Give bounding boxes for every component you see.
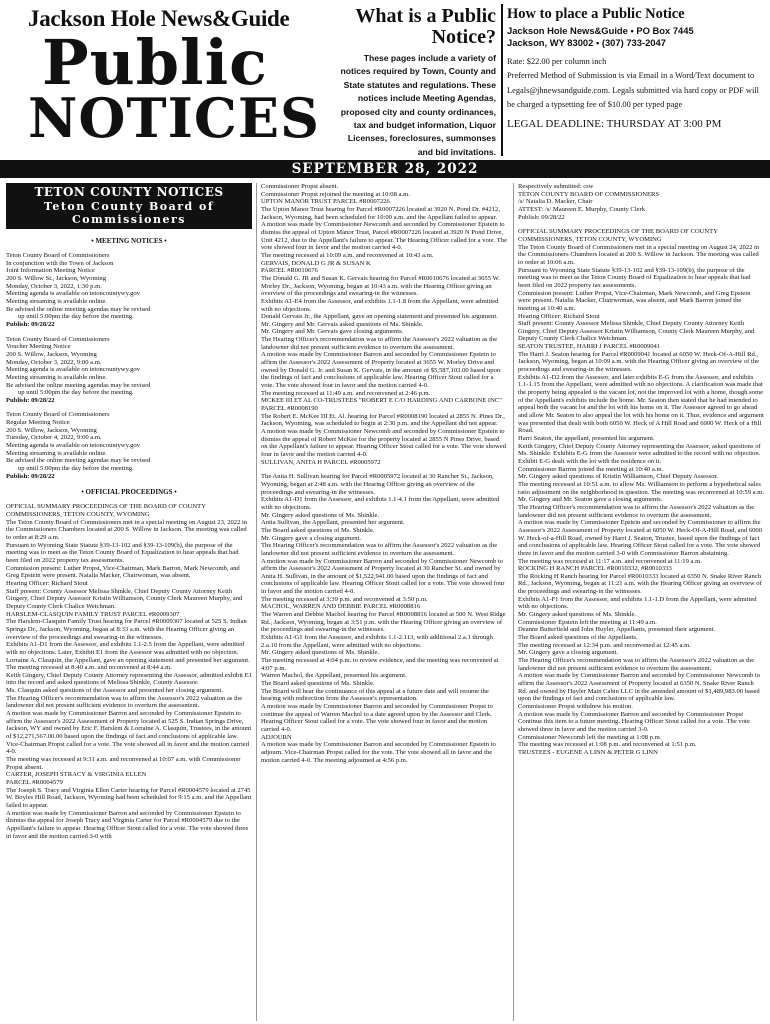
text-line: Mr. Gingery gave a closing argument. (518, 649, 619, 657)
text-line: Be advised the online meeting agendas may be revised (6, 305, 151, 313)
text-line: Be advised the online meeting agendas may be revised (6, 457, 151, 465)
text-line: The Hearing Officer's recommendation was to affirm the Assessor's 2022 valuation as the landowner did not present sufficient evidence to overturn the assessment. (518, 657, 755, 672)
text-line: Keith Gingery, Chief Deputy County Attorney representing the Assessor, admitted exhibit E1 into the record and asked questions of Melissa Shinkle, County Assessor. (6, 671, 252, 687)
text-line: The Board asked questions of the Appellants. (518, 634, 638, 642)
text-line: Joint Information Meeting Notice (6, 267, 95, 275)
text-line: up until 5:00pm the day before the meeting. (18, 389, 134, 397)
text-line: Be advised the online meeting agendas may be revised (6, 381, 151, 389)
text-line: MCKEE III ET AL CO-TRUSTEES "ROBERT E C/O HARDING AND CARBONE INC" PARCEL #R0008190 (261, 397, 502, 413)
text-line: OFFICIAL SUMMARY PROCEEDINGS OF THE BOARD OF COUNTY COMMISSIONERS, TETON COUNTY, WYOMING (6, 503, 206, 519)
text-line: Tuesday, October 4, 2022, 9:00 a.m. (6, 434, 102, 442)
text-line: The Teton County Board of Commissioners met in a special meeting on August 24, 2022 in the Commissioners Chambers located at 200 S. Willow in Jackson. The meeting was called to order at 10:06 a.m. (518, 243, 760, 266)
section-title: TETON COUNTY NOTICES (34, 185, 224, 199)
title-notices: NOTICES (28, 86, 320, 150)
text-line: Warren Machol, the Appellant, presented his argument. (261, 672, 407, 680)
what-heading: What is a Public Notice? (355, 5, 496, 48)
text-line: The Robert E. McKee III Et. Al. hearing for Parcel #R0008190 located at 2855 N. Pines Dr., Jackson, Wyoming, was scheduled to begin at 2:30 p.m. and the Appellant did not appear. (261, 412, 505, 428)
text-line: The meeting was recessed at 9:31 a.m. and reconvened at 10:07 a.m. with Commissioner Propst absent. (6, 756, 241, 771)
text-line: A motion was made by Commissioner Barron and seconded by Commissioner Epstein to adjourn. Vice-Chairman Propst called for the vote. The vote showed all in favor and the motion carried 4-0. The meeting adjourned at 4:56 p.m. (261, 741, 496, 764)
text-line: Commissioner Newcomb left the meeting at 1:08 p.m. (518, 733, 662, 741)
text-line: PARCEL #R0010676 (261, 267, 318, 275)
text-line: A motion was made by Commissioner Barron and seconded by Commissioner Newcomb to affirm the Assessor's 2022 Assessment of Property located at 6350 N. Snake River Ranch Rd. and owned by Huyler Main Cabin LLC in the amended amount of $1,489,983.00 based upon the findings of fact and conclusions of applicable law. (518, 672, 761, 703)
text-line: Exhibits A1-D1 from the Assessor, and exhibits 1.1-4.1 from the Appellant, were admitted with no objections. (261, 496, 500, 511)
text-line: UPTON MANOR TRUST PARCEL #R0007226 (261, 198, 390, 206)
title-public: Public (42, 26, 268, 99)
how-heading: How to place a Public Notice (507, 6, 685, 22)
publish-date: Publish: 09/28/22 (6, 472, 55, 480)
text-line: The Board will hear the continuance of this appeal at a future date and will resume the hearing with redirection from the Assessor's representation. (261, 687, 489, 703)
text-line: Pursuant to Wyoming State Statute §39-13-102 and §39-13-109(b), the purpose of the meeting was to meet as the Teton County Board of Equalization to hear appeals that had been filed on 2022 property tax assessments. (518, 266, 751, 289)
text-line: HARSLEM-CLASQUIN FAMILY TRUST PARCEL #R0009307 (6, 610, 180, 618)
text-line: Exhibits A1-D2 from the Assessor, and later exhibits E-G from the Assessor, and exhibits 1.1-1.15 from the Appellant, were admitted with no objections. A clarification was made that the property being appealed is the vacant lot, not the improved lot with a home, though some of the Appellant's exhibits include the home. Mr. Seaton then stated that he had intended to appeal both the vacant lot and the lot with his home on it. The Assessor agreed to go ahead and allow Mr. Seaton to also appeal the lot with his home on it. Thus, evidence and argument was presented that dealt with both 6050 W. Heck of A Hill Road and 6000 W. Heck of a Hill Road. (518, 373, 764, 435)
text-line: Mr. Gingery gave a closing argument. (261, 534, 362, 542)
text-line: Exhibits A1-G1 from the Assessor, and exhibits 1.1-2.113, with additional 2.a.1 through 2.a.10 from the Appellant, were admitted with no objections. (261, 634, 493, 649)
text-line: Donald Gervais Jr., the Appellant, gave an opening statement and presented his argument. (261, 313, 498, 321)
text-line: Regular Meeting Notice (6, 419, 70, 427)
text-line: Staff present: County Assessor Melissa Shinkle, Chief Deputy County Attorney Keith Gingery, Chief Deputy Assessor Kristin Williamson, County Clerk Maureen Murphy, and Deputy County Clerk Chalice Weichman. (6, 587, 243, 610)
text-line: Harri Seaton, the appellant, presented his argument. (518, 435, 655, 442)
text-line: Exhibits A1-F1 from the Assessor, and exhibits 1.1-1.D from the Appellant, were admitted with no objections. (518, 595, 757, 611)
how-to-box (507, 6, 765, 131)
text-line: The meeting recessed at 10:51 a.m. to allow Ms. Williamson to perform a hypothetical sales ratio adjustment on the neighborhood in question. The meeting was reconvened at 10:59 a.m. (518, 480, 764, 496)
text-line: Hearing Officer: Richard Stout (6, 579, 88, 587)
text-line: up until 5:00pm the day before the meeting. (18, 465, 134, 473)
text-line: Commissioner Epstein left the meeting at 11:49 a.m. (518, 618, 657, 626)
text-line: Meeting streaming is available online. (6, 373, 107, 381)
text-line: The meeting recessed at 3:39 p.m. and reconvened at 3:50 p.m. (261, 595, 428, 603)
text-line: Ms. Clasquin asked questions of the Assessor and presented her closing argument. (6, 687, 223, 695)
text-line: MACHOL, WARREN AND DEBBIE PARCEL #R0008816 (261, 603, 421, 611)
text-line: SEATON TRUSTEE, HARRI J PARCEL #R0009041 (518, 343, 661, 351)
text-line: The Board asked questions of Ms. Shinkle. (261, 526, 375, 534)
text-line: Mr. Gingery and Mr. Seaton gave a closing arguments. (518, 496, 663, 504)
text-line: Commissioner Propst absent. (261, 183, 339, 190)
text-line: Mr. Gingery and Mr. Gervais gave closing arguments. (261, 328, 404, 336)
text-line: Keith Gingery, Chief Deputy County Attorney representing the Assessor, asked questions of Ms. Shinkle. Exhibits E-G from the Assessor were admitted to the record with no objection. (518, 442, 761, 458)
column-divider (256, 183, 257, 1021)
text-line: ROCKING H RANCH PARCEL #R0010332, #R0010333 (518, 565, 672, 573)
text-line: The meeting recessed at 12:34 p.m. and reconvened at 12:45 a.m. (518, 641, 691, 649)
text-line: The Rocking H Ranch hearing for Parcel #R0010333 located at 6350 N. Snake River Ranch Rd., Jackson, Wyoming, began at 11:21 a.m. with the Hearing Officer giving an overview of the proceedings and swearing-in the witnesses. (518, 572, 762, 596)
text-line: Commissioner Propst rejoined the meeting at 10:08 a.m. (261, 190, 410, 198)
column-2 (261, 183, 507, 1021)
text-line: Mr. Gingery asked questions of Ms. Shinkle. (261, 511, 380, 519)
text-line: Hearing Officer: Richard Stout (518, 312, 600, 320)
text-line: The Teton County Board of Commissioners met in a special meeting on August 23, 2022 in the Commissioners Chambers located at 200 S. Willow in Jackson. The meeting was called to order at 8:29 a.m. (6, 518, 248, 541)
text-line: The Hearing Officer's recommendation was to affirm the Assessor's 2022 valuation as the landowner did not present sufficient evidence to overturn the assessment. (261, 542, 498, 557)
text-line (518, 221, 764, 228)
what-body: These pages include a variety of notices required by Town, County and State statutes and regulations. These notices include Meeting Agendas, proposed city and county ordinances, tax and budget information, Liquor Licenses, foreclosures, summonses and bid invitations. (340, 53, 496, 157)
column-3 (518, 183, 764, 1021)
text-line: Meeting streaming is available online. (6, 297, 107, 305)
text-line: /s/ Natalia D. Macker, Chair (518, 198, 593, 206)
text-line: A motion was made by Commissioner Epstein and seconded by Commissioner to affirm the Assessor's 2022 Assessment of Property located at 6050 W. Heck-Of-A-Hill Road, and 6000 W. Heck-of-a-Hill Road, owned by Harri J. Seaton, Trustee, based upon the findings of fact and conclusions of applicable law. Hearing Officer Stout called for a vote. The vote showed three in favor and the motion carried 3-0 with Commissioner Barron abstaining. (518, 519, 763, 557)
legal-deadline: LEGAL DEADLINE: THURSDAY AT 3:00 PM (507, 117, 722, 130)
text-line: Teton County Board of Commissioners (6, 252, 110, 259)
column-divider (513, 183, 514, 1021)
publish-date: Publish: 09/28/22 (6, 396, 55, 404)
paper-name: Jackson Hole News&Guide (28, 6, 290, 31)
text-line: The meeting recessed at 10:09 a.m. and reconvened at 10:43 a.m. (261, 251, 434, 259)
publish-date: Publish: 09/28/22 (6, 320, 55, 328)
text-line: Commission present: Luther Propst, Vice-Chairman, Mark Barron, Mark Newcomb, and Greg Epstein were present. Natalia Macker, Chairwoman, was absent. (6, 564, 240, 580)
text-line: The Board asked questions of Ms. Shinkle. (261, 680, 375, 687)
text-line: Mr. Gingery asked questions of Ms. Shinkle. (518, 611, 637, 619)
text-line: Exhibits A1-D1 from the Assessor, and exhibits 1.1-2.5 from the Appellant, were admitted with no objections. Later, Exhibit E1 from the Assessor was admitted with no objection. (6, 641, 245, 656)
text-line: 200 S. Willow, Jackson, Wyoming (6, 350, 97, 358)
text-line: Meeting streaming is available online. (6, 449, 107, 457)
text-line: The Joseph S. Tracy and Virginia Ellen Carter hearing for Parcel #R0004579 located at 2745 W. Boyles Hill Road, Jackson, Wyoming had been scheduled for 9:15 a.m. and the Appellant failed to appear. (6, 786, 252, 809)
section-subtitle: Teton County Board of Commissioners (43, 200, 215, 226)
text-line: The Hearing Officer's recommendation was to affirm the Assessor's 2022 valuation as the landowner did not present sufficient evidence to overturn the assessment. (518, 503, 755, 519)
text-line: Publish: 09/28/22 (518, 213, 565, 221)
text-line: A motion was made by Commissioner Barron and seconded by Commissioner Propst Continue this item to a future meeting. Hearing Officer Stout called for a vote. The vote showed three in favor and the motion carried 3-0. (518, 710, 750, 733)
how-address-2: Jackson, WY 83002 • (307) 733-2047 (507, 37, 666, 49)
text-line: The meeting was recessed at 11:17 a.m. and reconvened at 11:19 a.m. (518, 557, 702, 565)
text-line: 200 S. Willow, Jackson, Wyoming (6, 426, 97, 434)
text-line: CARTER, JOSEPH STRACY & VIRGINIA ELLEN (6, 771, 147, 779)
notice-block (6, 336, 252, 397)
text-line: Staff present: County Assessor Melissa Shinkle, Chief Deputy County Attorney Keith Gingery, Chief Deputy Assessor Kristin Williamson, County Clerk Maureen Murphy, and Deputy County Clerk Chalice Weichman. (518, 320, 755, 343)
text-line: A motion was made by Commissioner Barron and seconded by Commissioner Epstein to dismiss the appeal for Joseph Tracy and Virginia Carter for Parcel #R0004579 due to the Appellant's failure to appear. Hearing Officer Stout called for a vote. The vote showed three in favor and the motion carried 3-0 with (6, 809, 249, 840)
text-line: TETON COUNTY BOARD OF COMMISSIONERS (518, 190, 660, 198)
text-line: Commissioner Barron joined the meeting at 10:40 a.m. (518, 465, 664, 473)
proceedings-text (518, 183, 764, 757)
text-line: Commissioner Propst withdrew his motion. (518, 702, 633, 710)
text-line: A motion was made by Commissioner Barron and seconded by Commissioner Newcomb to affirm the Assessor's 2022 Assessment of Property located at 30 Rancher St. and owned by Anita H. Sullivan, in the amount of $1,522,941.00 based upon the findings of fact and conclusions of applicable law. Hearing Officer Stout called for a vote. The vote showed four in favor and the motion carried 4-0. (261, 557, 505, 596)
text-line: Lorraine A. Clasquin, the Appellant, gave an opening statement and presented her argument. (6, 656, 250, 664)
text-line: Voucher Meeting Notice (6, 343, 71, 351)
text-line (261, 466, 507, 473)
masthead-logo (28, 6, 348, 150)
text-line: The meeting recessed at 8:40 a.m. and reconvened at 8:44 a.m. (6, 664, 172, 672)
text-line: In conjunction with the Town of Jackson (6, 259, 114, 267)
text-line: The Upton Manor Trust hearing for Parcel #R0007226 located at 3920 N. Pond Dr. #4212, Jackson, Wyoming, had been scheduled for 10:00 a.m. and the Appellant failed to appear. (261, 205, 500, 221)
text-line: The Hearing Officer's recommendation was to affirm the Assessor's 2022 valuation as the landowner did not present sufficient evidence to overturn the assessment. (6, 694, 243, 710)
masthead (0, 0, 770, 175)
text-line: Commission present: Luther Propst, Vice-Chairman, Mark Newcomb, and Greg Epstein were present. Natalia Macker, Chairwoman, was absent, and Mark Barron joined the meeting at 10:40 a.m. (518, 289, 751, 312)
text-line: A motion was made by Commissioner Barron and seconded by Commissioner Propst to continue the appeal of Warren Machol to a date agreed upon by the Assessor and Clerk. Hearing Officer Stout called for a vote. The vote showed four in favor and the motion carried 4-0. (261, 702, 493, 733)
meeting-notices-heading: • MEETING NOTICES • (91, 237, 167, 245)
text-line: up until 5:00pm the day before the meeting. (18, 313, 134, 321)
text-line: ADJOURN (261, 733, 292, 741)
masthead-divider (501, 4, 503, 156)
text-line: Exhibit E-G dealt with the lot with the residence on it. (518, 457, 662, 465)
proceedings-text (261, 183, 507, 764)
what-is-box (336, 6, 496, 159)
text-line: The Donald G. JR and Susan K. Gervais hearing for Parcel #R0010676 located at 3655 W. Morley Dr., Jackson, Wyoming, began at 10:43 a.m. with the Hearing Officer giving an overview of the proceedings and swearing-in the witnesses. (261, 274, 500, 298)
text-line: Teton County Board of Commissioners (6, 411, 110, 419)
how-address-1: Jackson Hole News&Guide • PO Box 7445 (507, 25, 694, 36)
text-line: Mr. Gingery and Mr. Gervais asked questions of Ms. Shinkle. (261, 320, 424, 328)
text-line: Meeting agenda is available on tetoncountywy.gov (6, 366, 140, 374)
text-line: The Harri J. Seaton hearing for Parcel #R0009041 located at 6050 W. Heck-Of-A-Hill Rd., Jackson, Wyoming, began at 10:09 a.m. with the Hearing Officer giving an overview of the proceedings and swearing-in the witnesses. (518, 350, 760, 374)
text-line: Deanne Butterfield and John Huyler, Appellants, presented their argument. (518, 626, 716, 634)
proceedings-text (6, 503, 252, 840)
text-line: SULLIVAN, ANITA H PARCEL #R0005972 (261, 458, 381, 466)
text-line: Anita Sullivan, the Appellant, presented her argument. (261, 519, 405, 527)
date-bar: SEPTEMBER 28, 2022 (0, 160, 770, 178)
text-line: Teton County Board of Commissioners (6, 335, 110, 343)
text-line: The Anita H. Sullivan hearing for Parcel #R0005972 located at 30 Rancher St., Jackson, Wyoming, began at 2:48 a.m. with the Hearing Officer giving an overview of the proceedings and swearing-in the witnesses. (261, 473, 494, 496)
notice-block (6, 252, 252, 321)
text-line: A motion was made by Commissioner Newcomb and seconded by Commissioner Epstein to dismiss the appeal of Upton Manor Trust, Parcel #R0007226 located at 3920 N Pond Drive, Unit 4212, due to the Appellant's failure to appear. The Hearing Officer called for a vote. The vote showed four in favor and the motion carried 4-0. (261, 221, 507, 252)
text-line: Monday, October 3, 2022, 1:30 p.m. (6, 282, 102, 290)
text-line: A motion was made by Commissioner Barron and seconded by Commissioner Epstein to affirm the Assessor's 2022 Assessment of Property located at 525 S. Indian Springs Drive, Jackson, WY and owned by Eric F. Harslem & Lorraine A. Clasquin, Trustees, in the amount of $12,271,567.00.00 based upon the findings of fact and conclusions of applicable law. Vice-Chairman Propst called for a vote. The vote showed all in favor and the motion carried 4-0. (6, 710, 252, 756)
text-line: Meeting agenda is available on tetoncountywy.gov (6, 290, 140, 298)
text-line: The meeting recessed at 11:49 a.m. and reconvened at 2:46 p.m. (261, 389, 431, 397)
text-line: A motion was made by Commissioner Barron and seconded by Commissioner Epstein to affirm the Assessor's 2022 Assessment of Property located at 3655 W. Morley Drive and owned by Donald G. Jr. and Susan K. Gervais, in the amount of $5,587,103.00 based upon the findings of fact and conclusions of applicable law. Hearing Officer Stout called for a vote. The vote showed four in favor and the motion carried 4-0. (261, 351, 501, 390)
text-line: The Hearing Officer's recommendation was to affirm the Assessor's 2022 valuation as the landowner did not present sufficient evidence to overturn the assessment. (261, 336, 498, 351)
text-line: The Harslem-Clasquin Family Trust hearing for Parcel #R0009307 located at 525 S. Indian Springs Dr., Jackson, Wyoming, began at 8:33 a.m. with the Hearing Officer giving an overview of the proceedings and swearing-in the witnesses. (6, 618, 247, 641)
text-line: ATTEST: /s/ Maureen E. Murphy, County Clerk (518, 205, 646, 213)
column-1 (6, 183, 252, 1021)
text-line: TRUSTEES - EUGENE A LINN & PETER G LINN (518, 748, 658, 756)
text-line: OFFICIAL SUMMARY PROCEEDINGS OF THE BOARD OF COUNTY COMMISSIONERS, TETON COUNTY, WYOMING (518, 228, 718, 243)
text-line: Monday, October 3, 2022, 9:00 a.m. (6, 358, 102, 366)
text-line: PARCEL #R0004579 (6, 779, 63, 786)
text-line: The meeting was recessed at 1:08 p.m. and reconvened at 1:51 p.m. (518, 741, 697, 749)
notice-block (6, 411, 252, 472)
text-line: A motion was made by Commissioner Newcomb and seconded by Commissioner Epstein to dismiss the appeal of Robert McKee for the property located at 2855 N Pines Drive, based on the Appellant's failure to appear. Hearing Officer Stout called for a vote. The vote showed four in favor and the motion carried 4-0. (261, 428, 507, 458)
text-line: Mr. Gingery asked questions of Kristin Williamson, Chief Deputy Assessor. (518, 473, 718, 481)
text-line: The Warren and Debbie Machol hearing for Parcel #R0008816 located at 500 N. West Ridge Rd., Jackson, Wyoming, began at 3:51 p.m. with the Hearing Officer giving an overview of the proceedings and swearing-in the witnesses. (261, 611, 506, 634)
teton-county-header (6, 183, 252, 229)
text-line: Pursuant to Wyoming State Statute §39-13-102 and §39-13-109(b), the purpose of the meeting was to meet as the Teton County Board of Equalization to hear appeals that had been filed on 2022 property tax assessments. (6, 541, 239, 564)
text-line: The meeting recessed at 4:04 p.m. to review evidence, and the meeting was reconvened at 4:07 p.m. (261, 657, 499, 672)
text-line: GERVAIS, DONALD G JR & SUSAN K (261, 259, 371, 267)
text-line: 200 S. Willow St., Jackson, Wyoming (6, 274, 107, 282)
text-line: Exhibits A1-E4 from the Assessor, and exhibits 1.1-1.8 from the Appellant, were admitted with no objections. (261, 297, 499, 313)
text-line: Mr. Gingery asked questions of Ms. Shinkle. (261, 649, 380, 657)
official-proceedings-heading: • OFFICIAL PROCEEDINGS • (81, 488, 177, 497)
how-body: Rate: $22.00 per column inch Preferred Method of Submission is via Email in a Word/Text document to Legals@jhnewsandguide.com. Legals submitted via hard copy or PDF will be charged a typsetting fee of $10.00 per typed page (507, 56, 759, 110)
text-line: Meeting agenda is available on tetoncountywy.gov (6, 442, 140, 450)
text-line: Respectively submitted: csw (518, 183, 594, 190)
